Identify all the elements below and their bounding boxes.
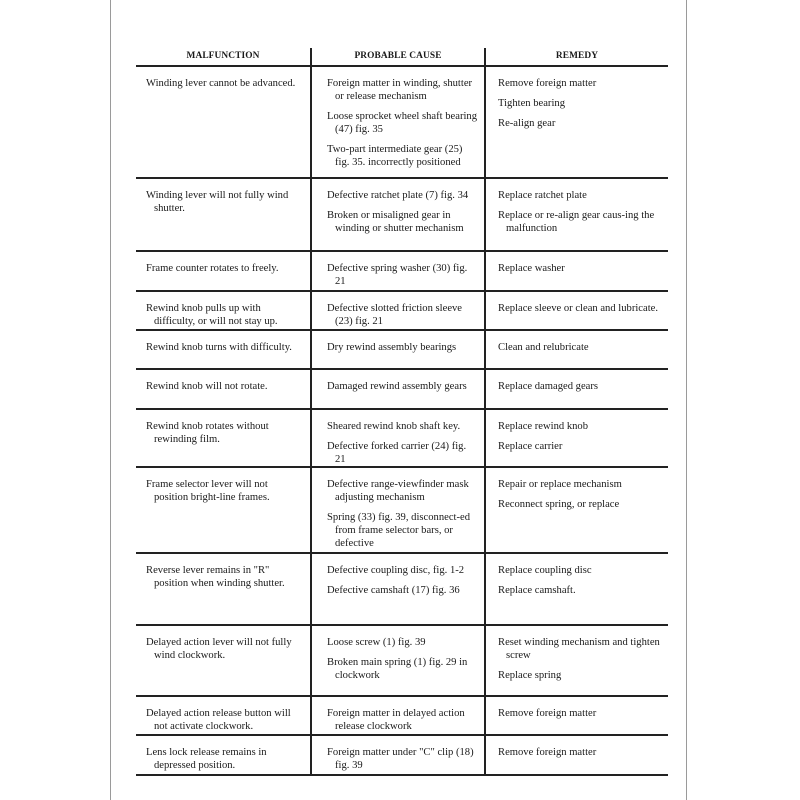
malfunction-cell — [136, 292, 310, 329]
probable-cause-cell — [310, 179, 484, 250]
probable-cause-text: Damaged rewind assembly gears — [327, 381, 467, 392]
malfunction-text: Lens lock release remains in depressed position. — [146, 747, 267, 771]
malfunction-text: Rewind knob pulls up with difficulty, or will not stay up. — [146, 303, 278, 327]
malfunction-text: Delayed action release button will not activate clockwork. — [146, 708, 291, 732]
remedy-text: Re-align gear — [498, 118, 556, 129]
table-row — [136, 331, 668, 370]
probable-cause-text: Defective ratchet plate (7) fig. 34 — [327, 190, 469, 201]
table-row — [136, 179, 668, 252]
table-body — [136, 67, 668, 776]
remedy-cell — [484, 626, 668, 695]
probable-cause-text: Defective spring washer (30) fig. 21 — [327, 263, 468, 287]
probable-cause-text: Defective forked carrier (24) fig. 21 — [327, 441, 467, 465]
remedy-cell — [484, 67, 668, 177]
malfunction-cell — [136, 67, 310, 177]
remedy-text: Replace carrier — [498, 441, 563, 452]
malfunction-cell — [136, 370, 310, 408]
probable-cause-text: Defective slotted friction sleeve (23) fig. 21 — [327, 303, 463, 327]
probable-cause-text: Defective camshaft (17) fig. 36 — [327, 585, 460, 596]
table-row — [136, 626, 668, 697]
table-row — [136, 292, 668, 331]
header-malfunction: MALFUNCTION — [186, 51, 260, 61]
malfunction-cell — [136, 736, 310, 774]
remedy-text: Replace ratchet plate — [498, 190, 587, 201]
malfunction-text: Frame counter rotates to freely. — [146, 263, 279, 274]
malfunction-cell — [136, 410, 310, 466]
malfunction-text: Frame selector lever will not position bright-line frames. — [146, 479, 270, 503]
probable-cause-cell — [310, 697, 484, 734]
probable-cause-text: Broken main spring (1) fig. 29 in clockwork — [327, 657, 468, 681]
malfunction-text: Rewind knob will not rotate. — [146, 381, 268, 392]
remedy-text: Remove foreign matter — [498, 708, 597, 719]
probable-cause-text: Defective coupling disc, fig. 1-2 — [327, 565, 465, 576]
header-remedy: REMEDY — [484, 48, 668, 65]
malfunction-cell — [136, 626, 310, 695]
malfunction-cell — [136, 697, 310, 734]
header-probable-cause: PROBABLE CAUSE — [310, 48, 484, 65]
troubleshooting-table — [136, 48, 668, 776]
table-row — [136, 67, 668, 179]
remedy-cell — [484, 179, 668, 250]
table-row — [136, 554, 668, 626]
probable-cause-text: Defective range-viewfinder mask adjusting mechanism — [327, 479, 469, 503]
remedy-text: Replace camshaft. — [498, 585, 576, 596]
probable-cause-cell — [310, 468, 484, 552]
table-header — [136, 48, 668, 67]
malfunction-cell — [136, 252, 310, 290]
probable-cause-text: Sheared rewind knob shaft key. — [327, 421, 461, 432]
remedy-cell — [484, 468, 668, 552]
probable-cause-text: Loose sprocket wheel shaft bearing (47) fig. 35 — [327, 111, 478, 135]
probable-cause-cell — [310, 626, 484, 695]
remedy-text: Replace coupling disc — [498, 565, 592, 576]
remedy-cell — [484, 554, 668, 624]
malfunction-text: Reverse lever remains in "R" position when winding shutter. — [146, 565, 285, 589]
malfunction-cell — [136, 554, 310, 624]
remedy-cell — [484, 370, 668, 408]
remedy-text: Replace damaged gears — [498, 381, 598, 392]
probable-cause-text: Spring (33) fig. 39, disconnect-ed from frame selector bars, or defective — [327, 512, 470, 549]
malfunction-text: Rewind knob turns with difficulty. — [146, 342, 292, 353]
table-row — [136, 410, 668, 468]
table-row — [136, 252, 668, 292]
remedy-cell — [484, 252, 668, 290]
remedy-cell — [484, 331, 668, 368]
remedy-text: Repair or replace mechanism — [498, 479, 622, 490]
table-row — [136, 468, 668, 554]
probable-cause-cell — [310, 736, 484, 774]
malfunction-text: Rewind knob rotates without rewinding film. — [146, 421, 269, 445]
remedy-text: Replace rewind knob — [498, 421, 589, 432]
remedy-text: Replace spring — [498, 670, 562, 681]
malfunction-cell — [136, 179, 310, 250]
malfunction-cell — [136, 468, 310, 552]
probable-cause-cell — [310, 67, 484, 177]
probable-cause-text: Broken or misaligned gear in winding or shutter mechanism — [327, 210, 464, 234]
remedy-text: Clean and relubricate — [498, 342, 589, 353]
probable-cause-text: Two-part intermediate gear (25) fig. 35. incorrectly positioned — [327, 144, 463, 168]
remedy-cell — [484, 736, 668, 774]
remedy-text: Replace sleeve or clean and lubricate. — [498, 303, 658, 314]
probable-cause-cell — [310, 292, 484, 329]
probable-cause-cell — [310, 410, 484, 466]
probable-cause-cell — [310, 554, 484, 624]
remedy-cell — [484, 697, 668, 734]
probable-cause-text: Foreign matter in delayed action release clockwork — [327, 708, 465, 732]
probable-cause-cell — [310, 331, 484, 368]
remedy-text: Reconnect spring, or replace — [498, 499, 620, 510]
malfunction-text: Winding lever will not fully wind shutter. — [146, 190, 289, 214]
remedy-cell — [484, 410, 668, 466]
remedy-text: Replace or re-align gear caus-ing the malfunction — [498, 210, 655, 234]
malfunction-text: Delayed action lever will not fully wind clockwork. — [146, 637, 292, 661]
table-row — [136, 370, 668, 410]
probable-cause-cell — [310, 370, 484, 408]
remedy-text: Reset winding mechanism and tighten screw — [498, 637, 660, 661]
remedy-text: Tighten bearing — [498, 98, 565, 109]
remedy-text: Replace washer — [498, 263, 565, 274]
remedy-text: Remove foreign matter — [498, 747, 597, 758]
probable-cause-text: Foreign matter under "C" clip (18) fig. 39 — [327, 747, 474, 771]
remedy-cell — [484, 292, 668, 329]
probable-cause-text: Loose screw (1) fig. 39 — [327, 637, 426, 648]
probable-cause-cell — [310, 252, 484, 290]
malfunction-cell — [136, 331, 310, 368]
probable-cause-text: Dry rewind assembly bearings — [327, 342, 457, 353]
malfunction-text: Winding lever cannot be advanced. — [146, 78, 296, 89]
table-row — [136, 736, 668, 776]
table-row — [136, 697, 668, 736]
remedy-text: Remove foreign matter — [498, 78, 597, 89]
probable-cause-text: Foreign matter in winding, shutter or release mechanism — [327, 78, 473, 102]
